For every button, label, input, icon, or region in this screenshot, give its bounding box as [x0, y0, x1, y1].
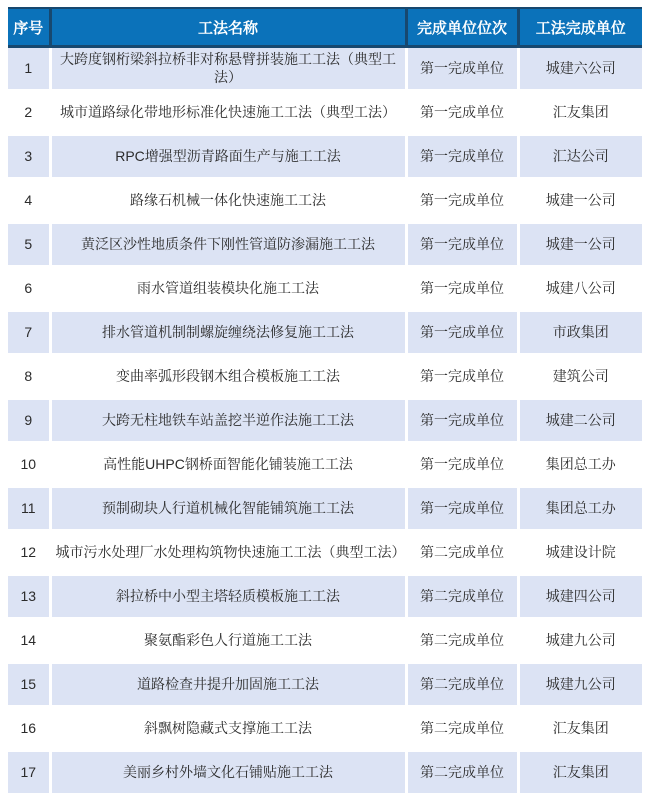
- row-index-cell: 7: [8, 311, 50, 355]
- row-index-cell: 1: [8, 47, 50, 91]
- rank-cell: 第一完成单位: [406, 443, 518, 487]
- rank-cell: 第一完成单位: [406, 223, 518, 267]
- table-row: [8, 47, 642, 91]
- completion-unit-cell: 汇友集团: [518, 751, 642, 795]
- rank-cell: 第一完成单位: [406, 355, 518, 399]
- completion-unit-cell: 市政集团: [518, 311, 642, 355]
- method-name-cell: 预制砌块人行道机械化智能铺筑施工工法: [50, 487, 406, 531]
- table-row: [8, 223, 642, 267]
- row-index-cell: 16: [8, 707, 50, 751]
- method-name-cell: 城市道路绿化带地形标准化快速施工工法（典型工法）: [50, 91, 406, 135]
- method-name-cell: 大跨无柱地铁车站盖挖半逆作法施工工法: [50, 399, 406, 443]
- rank-cell: 第一完成单位: [406, 399, 518, 443]
- row-index-cell: 11: [8, 487, 50, 531]
- table-row: [8, 179, 642, 223]
- row-index-cell: 9: [8, 399, 50, 443]
- row-index-cell: 13: [8, 575, 50, 619]
- method-name-cell: 聚氨酯彩色人行道施工工法: [50, 619, 406, 663]
- rank-cell: 第二完成单位: [406, 751, 518, 795]
- completion-unit-cell: 城建六公司: [518, 47, 642, 91]
- method-name-cell: 城市污水处理厂水处理构筑物快速施工工法（典型工法）: [50, 531, 406, 575]
- table-row: [8, 751, 642, 795]
- row-index-cell: 4: [8, 179, 50, 223]
- rank-cell: 第一完成单位: [406, 91, 518, 135]
- completion-unit-cell: 建筑公司: [518, 355, 642, 399]
- rank-cell: 第一完成单位: [406, 267, 518, 311]
- completion-unit-cell: 汇友集团: [518, 707, 642, 751]
- table-row: [8, 135, 642, 179]
- table-row: [8, 399, 642, 443]
- completion-unit-cell: 汇达公司: [518, 135, 642, 179]
- column-header-rank: 完成单位位次: [406, 8, 518, 47]
- completion-unit-cell: 集团总工办: [518, 487, 642, 531]
- rank-cell: 第一完成单位: [406, 311, 518, 355]
- method-name-cell: RPC增强型沥青路面生产与施工工法: [50, 135, 406, 179]
- rank-cell: 第一完成单位: [406, 135, 518, 179]
- row-index-cell: 12: [8, 531, 50, 575]
- completion-unit-cell: 城建九公司: [518, 663, 642, 707]
- completion-unit-cell: 城建二公司: [518, 399, 642, 443]
- method-name-cell: 斜飘树隐藏式支撑施工工法: [50, 707, 406, 751]
- method-name-cell: 黄泛区沙性地质条件下刚性管道防渗漏施工工法: [50, 223, 406, 267]
- completion-unit-cell: 城建四公司: [518, 575, 642, 619]
- column-header-index: 序号: [8, 8, 50, 47]
- row-index-cell: 3: [8, 135, 50, 179]
- table-row: [8, 487, 642, 531]
- completion-unit-cell: 汇友集团: [518, 91, 642, 135]
- method-name-cell: 排水管道机制制螺旋缠绕法修复施工工法: [50, 311, 406, 355]
- table-header: [8, 8, 642, 47]
- row-index-cell: 14: [8, 619, 50, 663]
- method-name-cell: 道路检查井提升加固施工工法: [50, 663, 406, 707]
- rank-cell: 第二完成单位: [406, 575, 518, 619]
- completion-unit-cell: 城建设计院: [518, 531, 642, 575]
- row-index-cell: 8: [8, 355, 50, 399]
- completion-unit-cell: 集团总工办: [518, 443, 642, 487]
- table-row: [8, 91, 642, 135]
- completion-unit-cell: 城建一公司: [518, 179, 642, 223]
- table-row: [8, 355, 642, 399]
- table-row: [8, 619, 642, 663]
- completion-unit-cell: 城建九公司: [518, 619, 642, 663]
- row-index-cell: 6: [8, 267, 50, 311]
- rank-cell: 第二完成单位: [406, 663, 518, 707]
- rank-cell: 第二完成单位: [406, 619, 518, 663]
- column-header-method: 工法名称: [50, 8, 406, 47]
- method-name-cell: 变曲率弧形段钢木组合模板施工工法: [50, 355, 406, 399]
- table-body: [8, 47, 642, 795]
- method-name-cell: 雨水管道组装模块化施工工法: [50, 267, 406, 311]
- row-index-cell: 10: [8, 443, 50, 487]
- rank-cell: 第一完成单位: [406, 487, 518, 531]
- table-row: [8, 707, 642, 751]
- completion-unit-cell: 城建一公司: [518, 223, 642, 267]
- row-index-cell: 15: [8, 663, 50, 707]
- row-index-cell: 5: [8, 223, 50, 267]
- rank-cell: 第一完成单位: [406, 47, 518, 91]
- table-row: [8, 267, 642, 311]
- table-row: [8, 443, 642, 487]
- header-row: [8, 8, 642, 47]
- method-name-cell: 斜拉桥中小型主塔轻质模板施工工法: [50, 575, 406, 619]
- method-name-cell: 高性能UHPC钢桥面智能化铺装施工工法: [50, 443, 406, 487]
- method-name-cell: 美丽乡村外墙文化石铺贴施工工法: [50, 751, 406, 795]
- method-name-cell: 路缘石机械一体化快速施工工法: [50, 179, 406, 223]
- rank-cell: 第二完成单位: [406, 531, 518, 575]
- construction-methods-table: [8, 7, 642, 796]
- rank-cell: 第一完成单位: [406, 179, 518, 223]
- table-row: [8, 575, 642, 619]
- method-name-cell: 大跨度钢桁梁斜拉桥非对称悬臂拼装施工工法（典型工法）: [50, 47, 406, 91]
- row-index-cell: 2: [8, 91, 50, 135]
- rank-cell: 第二完成单位: [406, 707, 518, 751]
- table-row: [8, 311, 642, 355]
- completion-unit-cell: 城建八公司: [518, 267, 642, 311]
- table-row: [8, 531, 642, 575]
- column-header-unit: 工法完成单位: [518, 8, 642, 47]
- row-index-cell: 17: [8, 751, 50, 795]
- table-row: [8, 663, 642, 707]
